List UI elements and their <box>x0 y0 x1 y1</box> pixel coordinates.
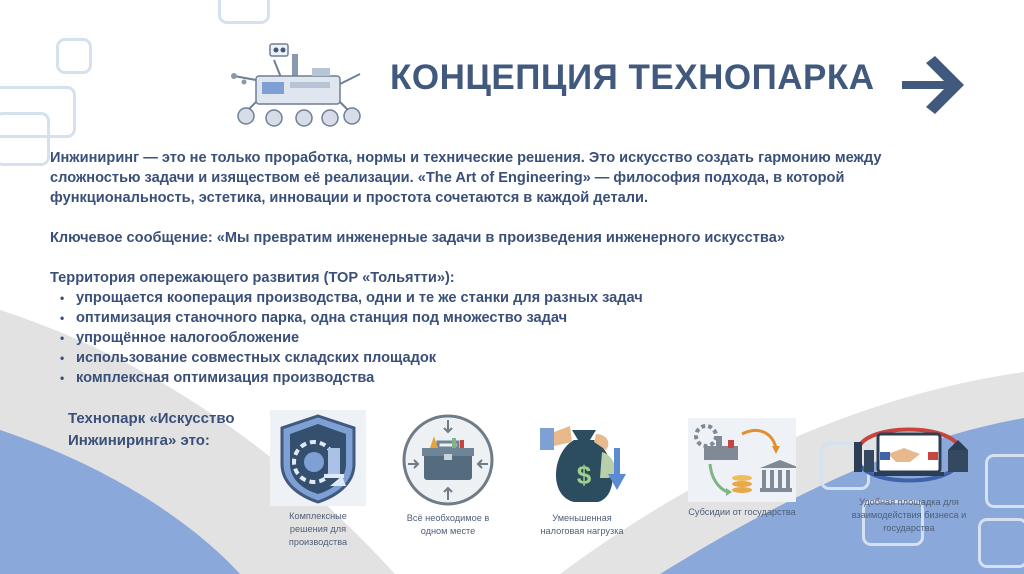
feature-business-government-platform <box>848 412 970 535</box>
intro-paragraph: Инжиниринг — это не только проработка, нормы и технические решения. Это искусство создать гармонию между сложностью задачи и изяществом её реализации. «The Art of Engineering» — философия подхода, в которой функциональность, эстетика, инновации и простота сочетаются в каждой детали. <box>50 150 882 206</box>
decor-square <box>985 454 1024 508</box>
list-item: • упрощается кооперация производства, одни и те же станки для разных задач <box>50 288 930 308</box>
money-bag-icon <box>534 412 630 508</box>
gear-shield-icon <box>270 410 366 506</box>
feature-caption: Всё необходимое в одном месте <box>406 513 490 536</box>
territory-heading: Территория опережающего развития (ТОР «Тольятти»): <box>50 270 455 286</box>
list-item: • комплексная оптимизация производства <box>50 368 930 388</box>
feature-caption: Комплексные решения для производства <box>288 511 348 547</box>
feature-caption: Удобная площадка для взаимодействия бизнеса и государства <box>851 497 967 533</box>
rover-icon <box>226 40 366 130</box>
feature-caption: Уменьшенная налоговая нагрузка <box>540 513 624 536</box>
svg-text:$: $ <box>576 460 592 490</box>
decor-square <box>0 112 50 166</box>
territory-list <box>50 288 930 388</box>
feature-state-subsidies <box>688 418 796 519</box>
key-message: Ключевое сообщение: «Мы превратим инженерные задачи в произведения инженерного искусства» <box>50 230 785 246</box>
arrow-right-icon[interactable] <box>898 56 966 114</box>
decor-square <box>218 0 270 24</box>
page-title: КОНЦЕПЦИЯ ТЕХНОПАРКА <box>390 58 875 97</box>
feature-tax-burden <box>532 412 632 538</box>
decor-square <box>978 518 1024 568</box>
feature-all-in-one <box>395 412 501 538</box>
feature-caption: Субсидии от государства <box>688 507 796 517</box>
feature-comprehensive-solutions <box>270 410 366 549</box>
list-item: • оптимизация станочного парка, одна станция под множество задач <box>50 308 930 328</box>
subsidy-cycle-icon <box>688 418 796 502</box>
list-item: • использование совместных складских площадок <box>50 348 930 368</box>
decor-square <box>56 38 92 74</box>
technopark-label: Технопарк «Искусство Инжиниринга» это: <box>68 410 235 449</box>
toolbox-icon <box>400 412 496 508</box>
list-item: • упрощённое налогообложение <box>50 328 930 348</box>
main-content <box>50 148 930 388</box>
handshake-icon <box>848 412 970 492</box>
